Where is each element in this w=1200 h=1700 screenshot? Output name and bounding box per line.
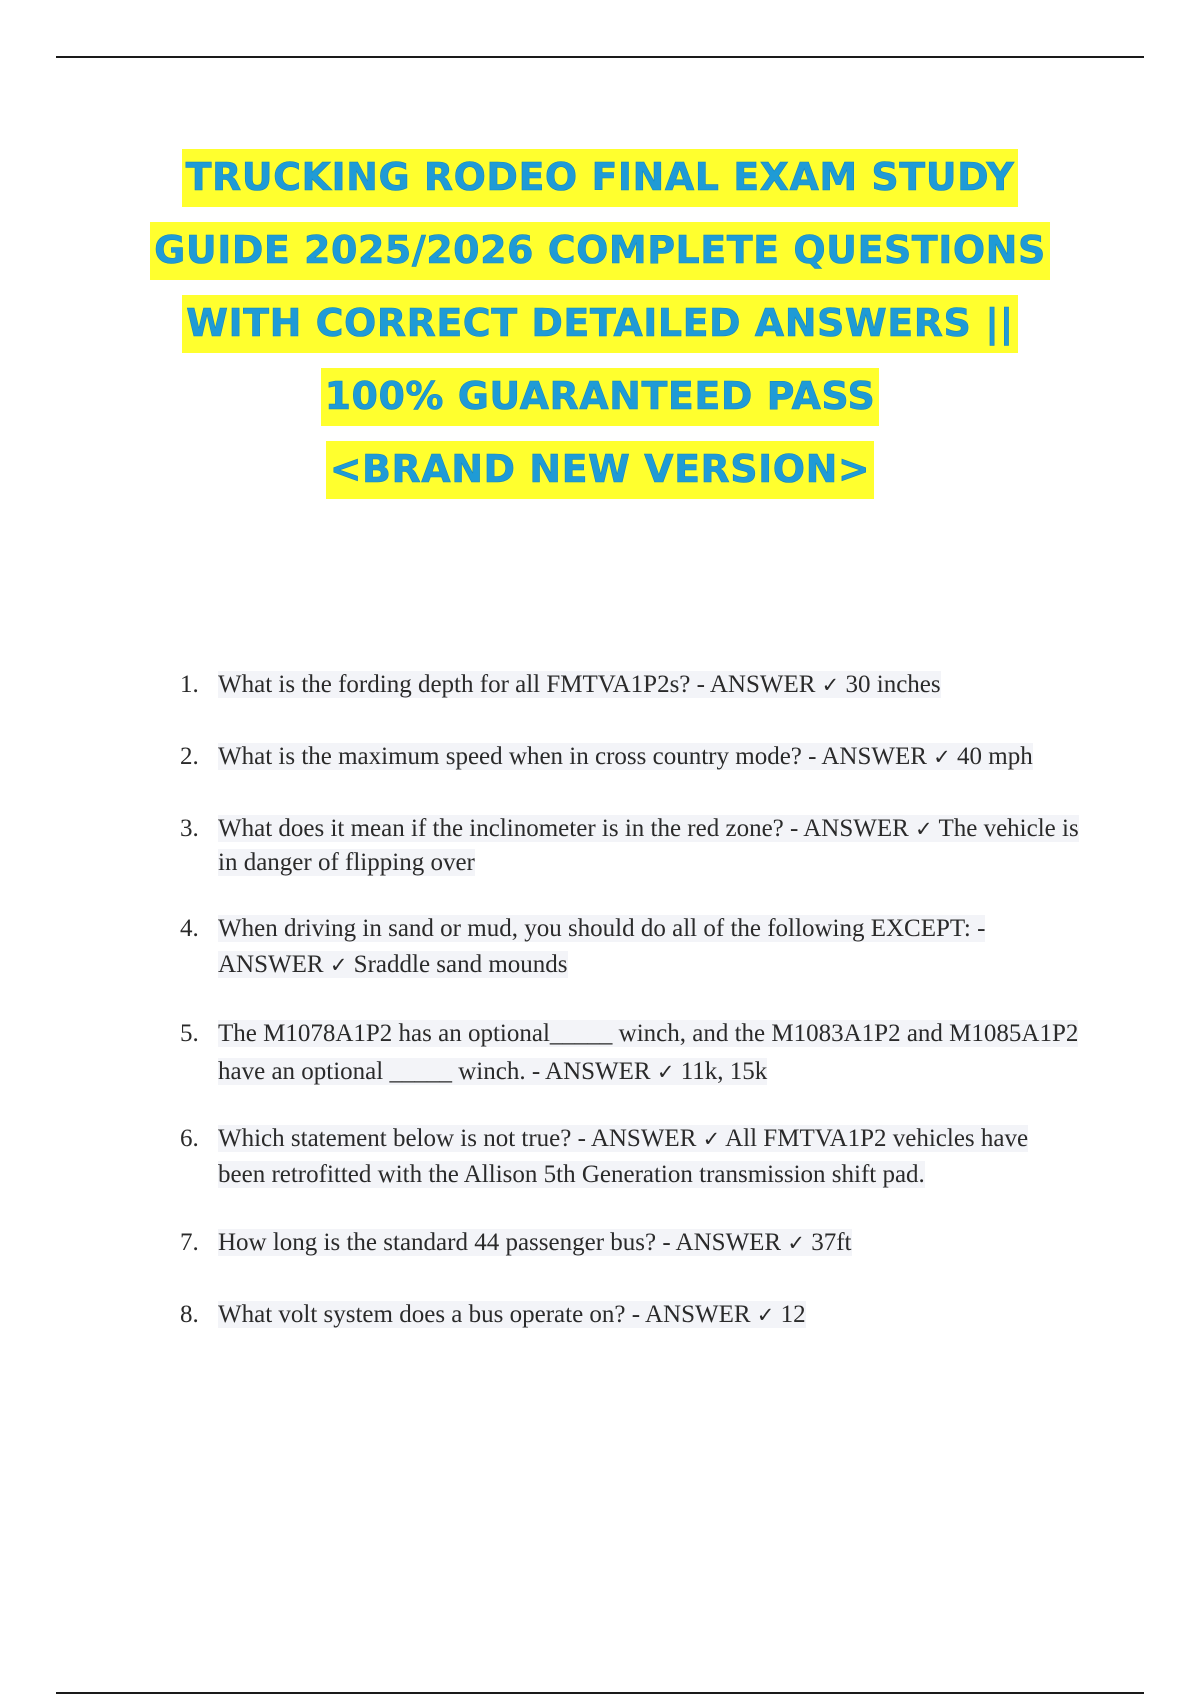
check-icon: ✓ xyxy=(329,953,348,977)
answer-text: All FMTVA1P2 vehicles have been retrofitted with the Allison 5th Generation transmission shift pad. xyxy=(218,1125,1029,1188)
list-item xyxy=(180,812,1080,879)
list-item xyxy=(180,740,1080,774)
answer-text: The vehicle is in danger of flipping over xyxy=(218,815,1079,876)
check-icon: ✓ xyxy=(933,745,951,769)
title-line: 100% GUARANTEED PASS xyxy=(0,364,1200,437)
list-item xyxy=(180,1015,1080,1091)
item-number: 5. xyxy=(180,1020,199,1047)
list-item xyxy=(180,911,1080,983)
title-line: <BRAND NEW VERSION> xyxy=(0,437,1200,510)
answer-text: 11k, 15k xyxy=(680,1058,768,1085)
question-text: What does it mean if the inclinometer is in the red zone? - ANSWER ✓ The vehicle is in danger of flipping over xyxy=(218,815,1079,876)
item-number: 8. xyxy=(180,1301,199,1328)
item-number: 7. xyxy=(180,1229,199,1256)
answer-text: 40 mph xyxy=(957,743,1033,770)
check-icon: ✓ xyxy=(821,673,840,697)
list-item xyxy=(180,1226,1080,1260)
answer-text: 37ft xyxy=(811,1229,852,1256)
question-text: The M1078A1P2 has an optional_____ winch, and the M1083A1P2 and M1085A1P2 have an optional _____ winch. - ANSWER ✓ 11k, 15k xyxy=(218,1020,1079,1085)
list-item xyxy=(180,1121,1080,1192)
title-line: TRUCKING RODEO FINAL EXAM STUDY xyxy=(0,145,1200,218)
question-text: How long is the standard 44 passenger bus? - ANSWER ✓ 37ft xyxy=(218,1229,852,1256)
document-title xyxy=(0,145,1200,510)
check-icon: ✓ xyxy=(915,817,933,841)
title-line: WITH CORRECT DETAILED ANSWERS || xyxy=(0,291,1200,364)
item-number: 1. xyxy=(180,671,199,698)
question-text: What is the fording depth for all FMTVA1P2s? - ANSWER ✓ 30 inches xyxy=(218,671,941,698)
question-list xyxy=(180,668,1080,1332)
list-item xyxy=(180,668,1080,702)
item-number: 3. xyxy=(180,815,199,842)
top-rule xyxy=(56,56,1144,58)
title-line: GUIDE 2025/2026 COMPLETE QUESTIONS xyxy=(0,218,1200,291)
answer-text: 30 inches xyxy=(845,671,941,698)
check-icon: ✓ xyxy=(756,1303,775,1327)
check-icon: ✓ xyxy=(787,1231,805,1255)
question-text: What is the maximum speed when in cross country mode? - ANSWER ✓ 40 mph xyxy=(218,743,1033,770)
answer-text: 12 xyxy=(780,1301,806,1328)
check-icon: ✓ xyxy=(702,1127,721,1151)
list-item xyxy=(180,1298,1080,1332)
question-text: When driving in sand or mud, you should do all of the following EXCEPT: - ANSWER ✓ Sraddle sand mounds xyxy=(218,915,986,978)
check-icon: ✓ xyxy=(656,1060,675,1084)
answer-text: Sraddle sand mounds xyxy=(353,951,568,978)
item-number: 4. xyxy=(180,915,199,942)
question-text: Which statement below is not true? - ANSWER ✓ All FMTVA1P2 vehicles have been retrofitted with the Allison 5th Generation transmission shift pad. xyxy=(218,1125,1029,1188)
item-number: 6. xyxy=(180,1125,199,1152)
bottom-rule xyxy=(56,1692,1144,1694)
question-text: What volt system does a bus operate on? - ANSWER ✓ 12 xyxy=(218,1301,806,1328)
item-number: 2. xyxy=(180,743,199,770)
